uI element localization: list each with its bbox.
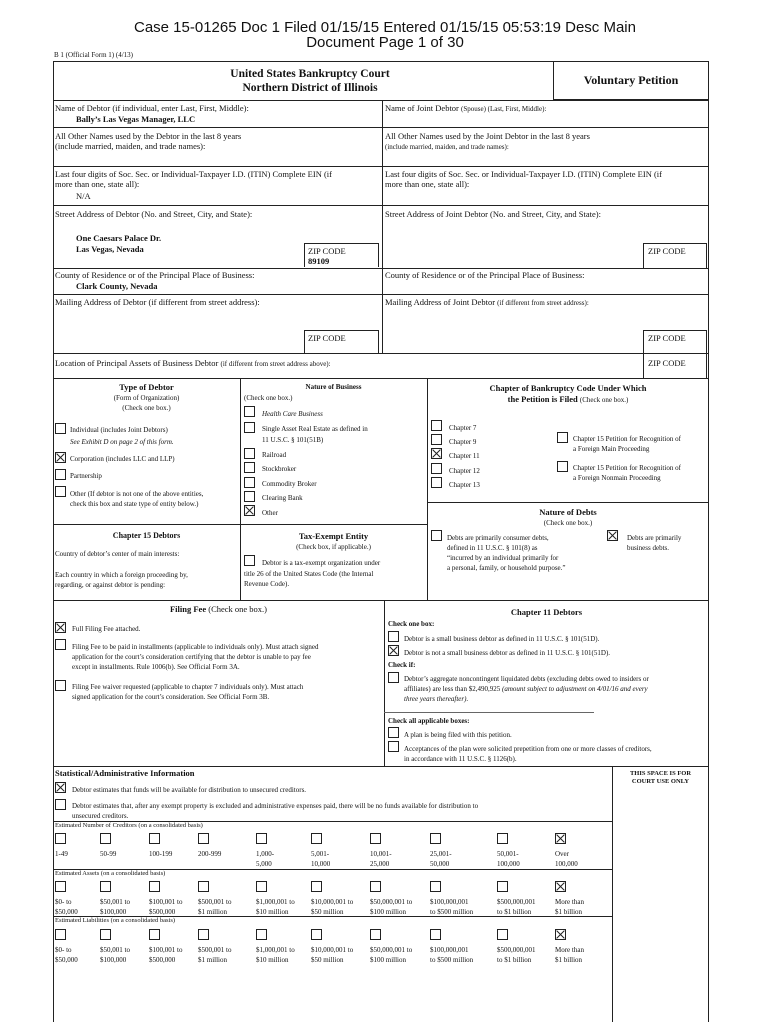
est-liab-option-3-label2: $1 million	[198, 956, 227, 964]
debts-consumer-label4: a personal, family, or household purpose.”	[447, 564, 566, 572]
est-creditors-option-7-label: 25,001-	[430, 850, 452, 858]
est-assets-option-4-checkbox[interactable]	[256, 881, 267, 892]
est-creditors-option-4-checkbox[interactable]	[256, 833, 267, 844]
est-creditors-option-1-checkbox[interactable]	[100, 833, 111, 844]
chapter-15-nonmain-checkbox[interactable]	[557, 461, 568, 472]
est-liab-option-6-checkbox[interactable]	[370, 929, 381, 940]
debtor-mail-zip-label: ZIP CODE	[308, 333, 346, 343]
location-zip-label: ZIP CODE	[648, 358, 686, 368]
joint-mail-zip-label: ZIP CODE	[648, 333, 686, 343]
ch11-check-if: Check if:	[388, 661, 416, 669]
docket-subheader: Document Page 1 of 30	[306, 34, 464, 51]
est-liabilities-label: Estimated Liabilities (on a consolidated basis)	[55, 917, 176, 924]
joint-mailing-label: Mailing Address of Joint Debtor (if different from street address):	[385, 297, 589, 307]
est-assets-option-8-label2: to $1 billion	[497, 908, 532, 916]
debtor-county-label: County of Residence or of the Principal Place of Business:	[55, 270, 255, 280]
ch15-each-label: Each country in which a foreign proceeding by,	[55, 571, 188, 579]
est-creditors-option-9-label2: 100,000	[555, 860, 578, 868]
debts-consumer-label2: defined in 11 U.S.C. § 101(8) as	[447, 544, 538, 552]
type-corporation-checkbox[interactable]	[55, 452, 66, 463]
est-creditors-option-8-checkbox[interactable]	[497, 833, 508, 844]
joint-ssn-label2: more than one, state all):	[385, 179, 470, 189]
est-creditors-option-3-checkbox[interactable]	[198, 833, 209, 844]
nature-title: Nature of Business	[305, 383, 362, 391]
est-creditors-option-5-label: 5,001-	[311, 850, 330, 858]
est-liab-option-1-checkbox[interactable]	[100, 929, 111, 940]
debtor-other-names-label: All Other Names used by the Debtor in the last 8 years	[55, 131, 242, 141]
est-creditors-option-4-label: 1,000-	[256, 850, 275, 858]
court-use-label2: COURT USE ONLY	[631, 778, 690, 785]
est-liab-option-8-label: $500,000,001	[497, 946, 536, 954]
debtor-street-label: Street Address of Debtor (No. and Street, City, and State):	[55, 209, 253, 219]
type-other-label2: check this box and state type of entity below.)	[70, 500, 199, 508]
est-liab-option-8-label2: to $1 billion	[497, 956, 532, 964]
nature-railroad-label: Railroad	[262, 451, 287, 459]
form-id: B 1 (Official Form 1) (4/13)	[54, 51, 133, 59]
ch11-check-one: Check one box:	[388, 620, 435, 628]
type-exhibit-d-note: See Exhibit D on page 2 of this form.	[70, 438, 174, 446]
nature-other-checkbox[interactable]	[244, 505, 255, 516]
est-assets-option-6-label: $50,000,001 to	[370, 898, 413, 906]
type-individual-label: Individual (includes Joint Debtors)	[70, 426, 168, 434]
nature-single-asset-checkbox[interactable]	[244, 422, 255, 433]
joint-street-label: Street Address of Joint Debtor (No. and Street, City, and State):	[385, 209, 601, 219]
fee-full-label: Full Filing Fee attached.	[72, 625, 141, 633]
est-creditors-option-0-checkbox[interactable]	[55, 833, 66, 844]
est-liab-option-4-label2: $10 million	[256, 956, 289, 964]
ch11-acceptances-checkbox[interactable]	[388, 741, 399, 752]
debts-business-checkbox[interactable]	[607, 530, 618, 541]
ch11-aggregate-checkbox[interactable]	[388, 672, 399, 683]
nature-single-asset-label: Single Asset Real Estate as defined in	[262, 425, 368, 433]
est-assets-option-6-label2: $100 million	[370, 908, 406, 916]
chapter-15-main-checkbox[interactable]	[557, 432, 568, 443]
est-liab-option-5-label2: $50 million	[311, 956, 344, 964]
fee-full-checkbox[interactable]	[55, 622, 66, 633]
est-assets-option-2-checkbox[interactable]	[149, 881, 160, 892]
fee-installments-label3: except in installments. Rule 1006(b). See Official Form 3A.	[72, 663, 240, 671]
chapter-15-nonmain-label2: a Foreign Nonmain Proceeding	[573, 474, 661, 482]
est-assets-option-2-label2: $500,000	[149, 908, 176, 916]
debtor-ssn-label: Last four digits of Soc. Sec. or Individual-Taxpayer I.D. (ITIN) Complete EIN (if	[55, 169, 332, 179]
est-creditors-option-6-checkbox[interactable]	[370, 833, 381, 844]
nature-stockbroker-checkbox[interactable]	[244, 462, 255, 473]
ch11-plan-checkbox[interactable]	[388, 727, 399, 738]
est-assets-option-3-label: $500,001 to	[198, 898, 232, 906]
debtor-ssn: N/A	[76, 191, 91, 201]
petition-title: Voluntary Petition	[583, 73, 679, 87]
est-creditors-option-8-label: 50,001-	[497, 850, 519, 858]
est-creditors-option-5-label2: 10,000	[311, 860, 331, 868]
fee-installments-label: Filing Fee to be paid in installments (applicable to individuals only). Must attach signed	[72, 643, 319, 651]
type-other-label: Other (If debtor is not one of the above entities,	[70, 490, 204, 498]
est-creditors-option-3-label: 200-999	[198, 850, 222, 858]
chapter-title1: Chapter of Bankruptcy Code Under Which	[489, 383, 647, 393]
tax-exempt-label3: Revenue Code).	[244, 580, 290, 588]
est-assets-option-4-label: $1,000,001 to	[256, 898, 295, 906]
debtor-other-names-label2: (include married, maiden, and trade names):	[55, 141, 206, 151]
fee-installments-checkbox[interactable]	[55, 639, 66, 650]
est-creditors-option-7-label2: 50,000	[430, 860, 450, 868]
est-creditors-option-7-checkbox[interactable]	[430, 833, 441, 844]
chapter-12-checkbox[interactable]	[431, 463, 442, 474]
nature-other-label: Other	[262, 509, 278, 517]
nature-commodity-checkbox[interactable]	[244, 477, 255, 488]
location-label: Location of Principal Assets of Business Debtor (if different from street address above):	[55, 358, 331, 368]
chapter-13-checkbox[interactable]	[431, 477, 442, 488]
debtor-county: Clark County, Nevada	[76, 281, 158, 291]
debts-business-label2: business debts.	[627, 544, 669, 552]
debtor-street2: Las Vegas, Nevada	[76, 244, 144, 254]
nature-health-care-checkbox[interactable]	[244, 406, 255, 417]
ch15-country-label: Country of debtor’s center of main interests:	[55, 550, 180, 558]
est-liab-option-0-checkbox[interactable]	[55, 929, 66, 940]
chapter-title2: the Petition is Filed (Check one box.)	[507, 394, 629, 404]
joint-county-label: County of Residence or of the Principal Place of Business:	[385, 270, 585, 280]
est-liab-option-2-label: $100,001 to	[149, 946, 183, 954]
est-liab-option-3-label: $500,001 to	[198, 946, 232, 954]
est-liab-option-9-label2: $1 billion	[555, 956, 583, 964]
ch11-not-small-business-label: Debtor is not a small business debtor as defined in 11 U.S.C. § 101(51D).	[404, 649, 611, 657]
court-title: United States Bankruptcy Court	[230, 68, 390, 80]
est-assets-option-0-checkbox[interactable]	[55, 881, 66, 892]
joint-zip-label: ZIP CODE	[648, 246, 686, 256]
est-creditors-option-2-label: 100-199	[149, 850, 173, 858]
ch15-title: Chapter 15 Debtors	[112, 531, 181, 540]
ch11-check-all: Check all applicable boxes:	[388, 717, 470, 725]
est-assets-option-5-label2: $50 million	[311, 908, 344, 916]
chapter-7-label: Chapter 7	[449, 424, 477, 432]
debtor-mailing-label: Mailing Address of Debtor (if different from street address):	[55, 297, 260, 307]
docket-header: Case 15-01265 Doc 1 Filed 01/15/15 Entered 01/15/15 05:53:19 Desc Main	[133, 19, 636, 36]
type-sub1: (Form of Organization)	[113, 394, 180, 402]
est-assets-option-9-label2: $1 billion	[555, 908, 583, 916]
chapter-12-label: Chapter 12	[449, 467, 480, 475]
chapter-15-main-label: Chapter 15 Petition for Recognition of	[573, 435, 681, 443]
debts-consumer-label3: “incurred by an individual primarily for	[447, 554, 559, 562]
nature-single-asset-label2: 11 U.S.C. § 101(51B)	[262, 436, 324, 444]
fee-installments-label2: application for the court’s consideration certifying that the debtor is unable to pay fee	[72, 653, 311, 661]
est-liab-option-6-label2: $100 million	[370, 956, 406, 964]
nature-sub: (Check one box.)	[244, 394, 293, 402]
ch11-plan-label: A plan is being filed with this petition.	[404, 731, 512, 739]
est-creditors-option-4-label2: 5,000	[256, 860, 272, 868]
debtor-zip: 89109	[308, 256, 330, 266]
fee-waiver-label2: signed application for the court’s consideration. See Official Form 3B.	[72, 693, 270, 701]
est-assets-option-5-label: $10,000,001 to	[311, 898, 354, 906]
est-assets-option-3-label2: $1 million	[198, 908, 227, 916]
type-sub2: (Check one box.)	[122, 404, 171, 412]
est-assets-option-7-checkbox[interactable]	[430, 881, 441, 892]
debtor-ssn-label2: more than one, state all):	[55, 179, 140, 189]
est-creditors-option-9-label: Over	[555, 850, 569, 858]
fee-title: Filing Fee (Check one box.)	[169, 604, 268, 614]
debts-consumer-checkbox[interactable]	[431, 530, 442, 541]
stat-nofunds-checkbox[interactable]	[55, 799, 66, 810]
est-assets-option-8-checkbox[interactable]	[497, 881, 508, 892]
est-creditors-option-8-label2: 100,000	[497, 860, 520, 868]
est-assets-option-1-checkbox[interactable]	[100, 881, 111, 892]
ch11-aggregate-label3: three years thereafter).	[404, 695, 469, 703]
debts-sub: (Check one box.)	[543, 519, 593, 527]
est-liab-option-3-checkbox[interactable]	[198, 929, 209, 940]
est-assets-option-7-label2: to $500 million	[430, 908, 474, 916]
debts-business-label: Debts are primarily	[627, 534, 682, 542]
est-liab-option-1-label: $50,001 to	[100, 946, 130, 954]
est-creditors-option-0-label: 1-49	[55, 850, 68, 858]
est-liab-option-4-label: $1,000,001 to	[256, 946, 295, 954]
ch11-small-business-label: Debtor is a small business debtor as defined in 11 U.S.C. § 101(51D).	[404, 635, 600, 643]
est-assets-option-1-label: $50,001 to	[100, 898, 130, 906]
est-liab-option-9-checkbox[interactable]	[555, 929, 566, 940]
tax-title: Tax-Exempt Entity	[298, 531, 369, 541]
tax-exempt-label: Debtor is a tax-exempt organization under	[262, 559, 381, 567]
type-partnership-checkbox[interactable]	[55, 469, 66, 480]
est-liab-option-2-checkbox[interactable]	[149, 929, 160, 940]
nature-railroad-checkbox[interactable]	[244, 448, 255, 459]
nature-commodity-label: Commodity Broker	[262, 480, 317, 488]
ch11-acceptances-label2: in accordance with 11 U.S.C. § 1126(b).	[404, 755, 517, 763]
est-creditors-option-9-checkbox[interactable]	[555, 833, 566, 844]
fee-waiver-label: Filing Fee waiver requested (applicable to chapter 7 individuals only). Must attach	[72, 683, 304, 691]
chapter-9-checkbox[interactable]	[431, 434, 442, 445]
chapter-11-checkbox[interactable]	[431, 448, 442, 459]
est-creditors-option-5-checkbox[interactable]	[311, 833, 322, 844]
tax-exempt-label2: title 26 of the United States Code (the Internal	[244, 570, 374, 578]
ch11-aggregate-label2: affiliates) are less than $2,490,925 (amount subject to adjustment on 4/01/16 and every	[404, 685, 648, 693]
est-assets-option-0-label2: $50,000	[55, 908, 78, 916]
tax-sub: (Check box, if applicable.)	[296, 543, 371, 551]
est-assets-option-0-label: $0- to	[55, 898, 72, 906]
ch11-title: Chapter 11 Debtors	[510, 607, 583, 617]
ch11-acceptances-label: Acceptances of the plan were solicited prepetition from one or more classes of creditors,	[404, 745, 652, 753]
type-corporation-label: Corporation (includes LLC and LLP)	[70, 455, 175, 463]
est-assets-option-9-checkbox[interactable]	[555, 881, 566, 892]
est-assets-option-6-checkbox[interactable]	[370, 881, 381, 892]
nature-health-care-label: Health Care Business	[262, 410, 323, 418]
nature-stockbroker-label: Stockbroker	[262, 465, 297, 473]
est-liab-option-9-label: More than	[555, 946, 584, 954]
ch15-each-label2: regarding, or against debtor is pending:	[55, 581, 166, 589]
est-assets-option-5-checkbox[interactable]	[311, 881, 322, 892]
court-use-label: THIS SPACE IS FOR	[629, 770, 692, 777]
debtor-street1: One Caesars Palace Dr.	[76, 233, 162, 243]
est-liab-option-7-label: $100,000,001	[430, 946, 469, 954]
type-other-checkbox[interactable]	[55, 486, 66, 497]
joint-name-label: Name of Joint Debtor (Spouse) (Last, First, Middle):	[385, 103, 547, 113]
est-liab-option-5-label: $10,000,001 to	[311, 946, 354, 954]
est-liab-option-0-label: $0- to	[55, 946, 72, 954]
stat-funds-checkbox[interactable]	[55, 782, 66, 793]
est-liab-option-1-label2: $100,000	[100, 956, 127, 964]
debtor-name-label: Name of Debtor (if individual, enter Last, First, Middle):	[55, 103, 249, 113]
stat-title: Statistical/Administrative Information	[55, 768, 195, 778]
chapter-7-checkbox[interactable]	[431, 420, 442, 431]
fee-waiver-checkbox[interactable]	[55, 680, 66, 691]
ch11-aggregate-label: Debtor’s aggregate noncontingent liquidated debts (excluding debts owed to insiders or	[404, 675, 649, 683]
debts-consumer-label: Debts are primarily consumer debts,	[447, 534, 549, 542]
est-assets-option-4-label2: $10 million	[256, 908, 289, 916]
joint-other-names-label: All Other Names used by the Joint Debtor in the last 8 years	[385, 131, 590, 141]
est-liab-option-7-label2: to $500 million	[430, 956, 474, 964]
court-district: Northern District of Illinois	[242, 82, 378, 94]
est-liab-option-8-checkbox[interactable]	[497, 929, 508, 940]
est-assets-option-1-label2: $100,000	[100, 908, 127, 916]
est-creditors-label: Estimated Number of Creditors (on a consolidated basis)	[55, 822, 203, 829]
est-assets-option-8-label: $500,000,001	[497, 898, 536, 906]
est-assets-option-9-label: More than	[555, 898, 584, 906]
est-assets-option-3-checkbox[interactable]	[198, 881, 209, 892]
joint-other-names-label2: (include married, maiden, and trade names):	[385, 143, 509, 151]
type-partnership-label: Partnership	[70, 472, 102, 480]
est-liab-option-0-label2: $50,000	[55, 956, 78, 964]
est-liab-option-5-checkbox[interactable]	[311, 929, 322, 940]
est-liab-option-2-label2: $500,000	[149, 956, 176, 964]
est-creditors-option-2-checkbox[interactable]	[149, 833, 160, 844]
chapter-13-label: Chapter 13	[449, 481, 480, 489]
stat-nofunds-label2: unsecured creditors.	[72, 812, 129, 820]
chapter-15-main-label2: a Foreign Main Proceeding	[573, 445, 650, 453]
est-liab-option-6-label: $50,000,001 to	[370, 946, 413, 954]
ch11-small-business-checkbox[interactable]	[388, 631, 399, 642]
chapter-9-label: Chapter 9	[449, 438, 477, 446]
joint-ssn-label: Last four digits of Soc. Sec. or Individual-Taxpayer I.D. (ITIN) Complete EIN (if	[385, 169, 662, 179]
est-creditors-option-1-label: 50-99	[100, 850, 117, 858]
debtor-name: Bally’s Las Vegas Manager, LLC	[76, 114, 196, 124]
debtor-zip-label: ZIP CODE	[308, 246, 346, 256]
stat-nofunds-label: Debtor estimates that, after any exempt property is excluded and administrative expenses paid, there will be no funds available for distribution to	[72, 802, 479, 810]
tax-exempt-checkbox[interactable]	[244, 555, 255, 566]
nature-clearing-bank-checkbox[interactable]	[244, 491, 255, 502]
est-assets-option-7-label: $100,000,001	[430, 898, 469, 906]
ch11-not-small-business-checkbox[interactable]	[388, 645, 399, 656]
est-creditors-option-6-label2: 25,000	[370, 860, 390, 868]
est-assets-label: Estimated Assets (on a consolidated basis)	[55, 870, 166, 877]
type-individual-checkbox[interactable]	[55, 423, 66, 434]
est-creditors-option-6-label: 10,001-	[370, 850, 392, 858]
est-assets-option-2-label: $100,001 to	[149, 898, 183, 906]
chapter-11-label: Chapter 11	[449, 452, 480, 460]
est-liab-option-4-checkbox[interactable]	[256, 929, 267, 940]
est-liab-option-7-checkbox[interactable]	[430, 929, 441, 940]
type-title: Type of Debtor	[119, 382, 174, 392]
nature-clearing-bank-label: Clearing Bank	[262, 494, 303, 502]
chapter-15-nonmain-label: Chapter 15 Petition for Recognition of	[573, 464, 681, 472]
debts-title: Nature of Debts	[539, 507, 597, 517]
stat-funds-label: Debtor estimates that funds will be available for distribution to unsecured creditors.	[72, 786, 307, 794]
